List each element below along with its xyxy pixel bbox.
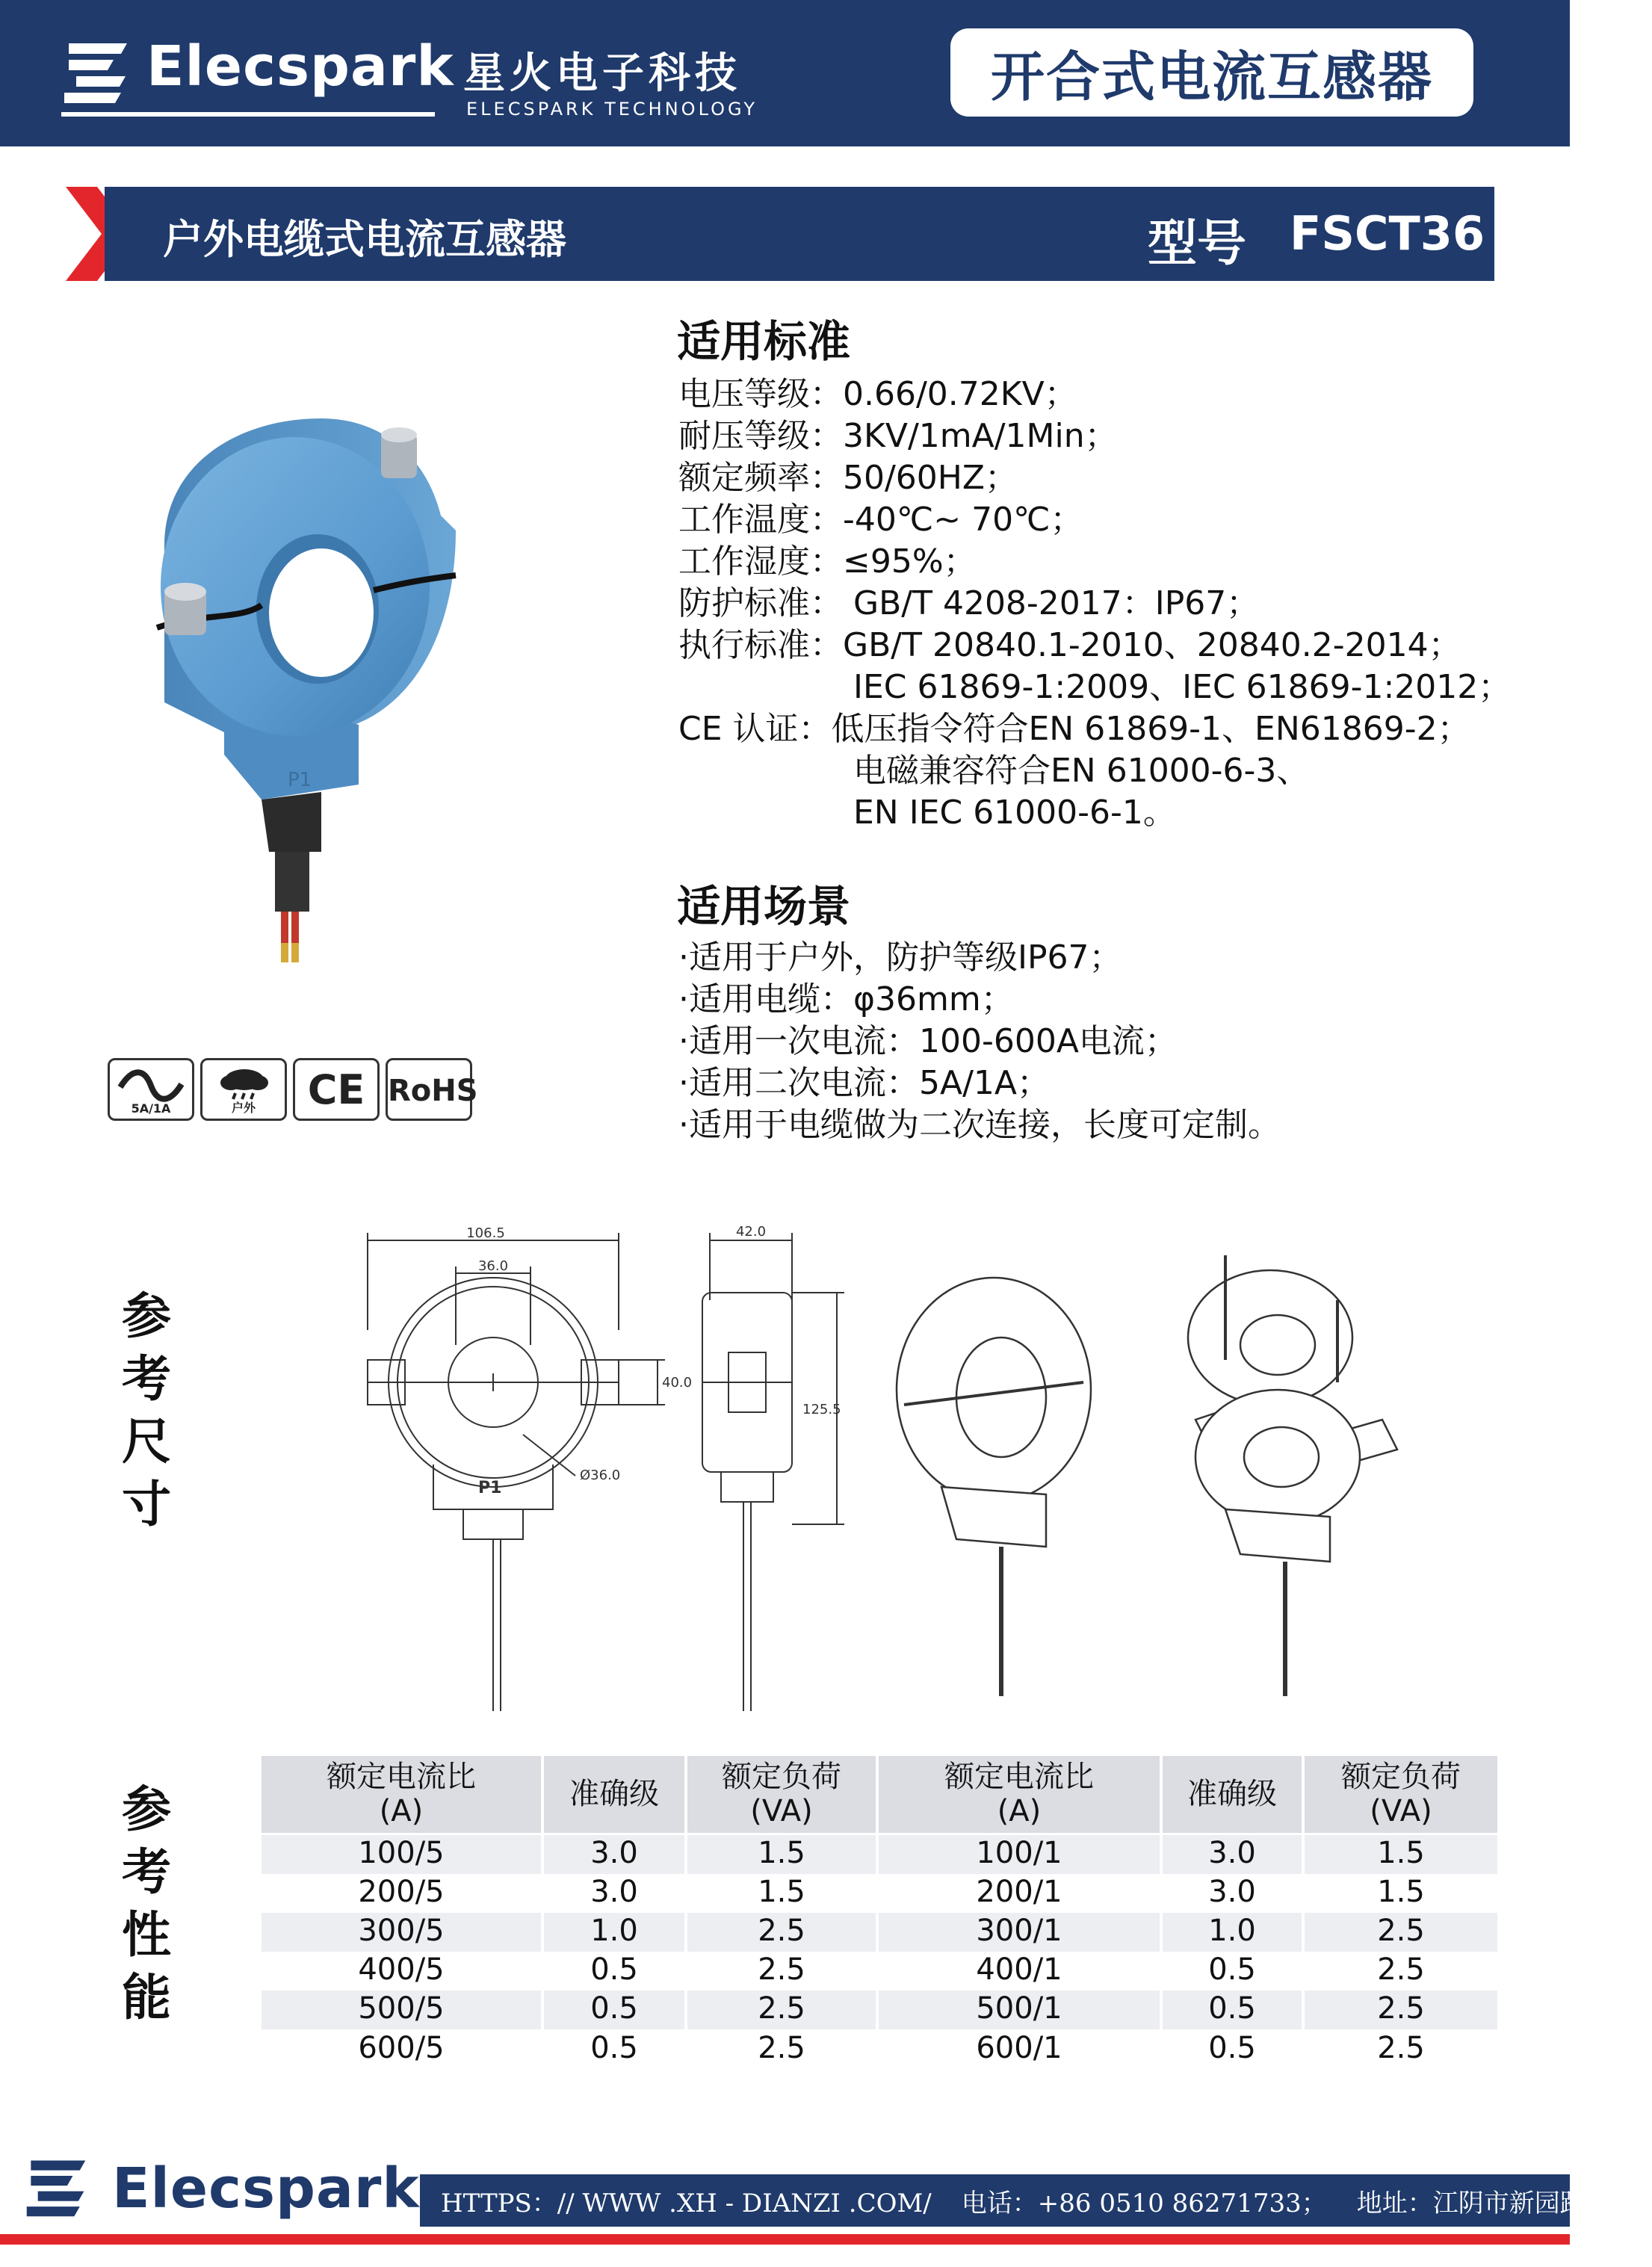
model-label: 型号 (1148, 214, 1246, 272)
table-cell: 300/1 (877, 1911, 1161, 1950)
dim-hole: Ø36.0 (580, 1467, 621, 1483)
table-cell: 500/1 (877, 1989, 1161, 2028)
table-cell: 0.5 (1161, 2028, 1303, 2067)
table-cell: 200/5 (262, 1872, 542, 1911)
table-cell: 400/5 (262, 1950, 542, 1989)
table-row (262, 2028, 1499, 2067)
sine-wave-icon (108, 1058, 194, 1121)
standards-heading: 适用标准 (677, 316, 851, 367)
table-cell: 2.5 (1303, 2028, 1499, 2067)
front-view-drawing (368, 1233, 665, 1711)
dim-total: 125.5 (802, 1402, 841, 1417)
scene-line: ·适用于户外，防护等级IP67； (678, 938, 1122, 977)
cert-label: 5A/1A (131, 1101, 171, 1116)
table-cell: 1.5 (1303, 1834, 1499, 1872)
brand-english-subtitle: ELECSPARK TECHNOLOGY (466, 99, 758, 120)
table-cell: 600/5 (262, 2028, 542, 2067)
dim-inner: 36.0 (477, 1258, 509, 1274)
column-header: 额定负荷 (VA) (1303, 1756, 1499, 1834)
table-cell: 1.0 (1161, 1911, 1303, 1950)
table-row (262, 1950, 1499, 1989)
cert-label: RoHS (388, 1074, 478, 1108)
column-header: 准确级 (542, 1756, 686, 1834)
model-number: FSCT36 (1290, 206, 1485, 261)
isometric-closed-drawing (897, 1278, 1091, 1696)
dim-height: 40.0 (662, 1375, 693, 1391)
table-cell: 100/5 (262, 1834, 542, 1872)
column-header: 额定电流比 (A) (877, 1756, 1161, 1834)
isometric-open-drawing (1188, 1255, 1397, 1696)
elecspark-logo-icon (61, 37, 130, 106)
spec-line: 电磁兼容符合EN 61000-6-3、 (853, 752, 1310, 790)
column-header: 额定负荷 (VA) (686, 1756, 877, 1834)
table-cell: 0.5 (542, 1989, 686, 2028)
table-row (262, 1834, 1499, 1872)
brand-name: Elecspark (146, 34, 454, 99)
table-cell: 400/1 (877, 1950, 1161, 1989)
page-header (0, 0, 1570, 146)
performance-side-label: 参考性能 (122, 1781, 171, 2026)
table-cell: 0.5 (1161, 1950, 1303, 1989)
scene-line: ·适用于电缆做为二次连接，长度可定制。 (678, 1106, 1281, 1144)
footer-contact-bar (420, 2174, 1652, 2227)
table-cell: 0.5 (1161, 1989, 1303, 2028)
side-view-drawing (702, 1233, 844, 1711)
table-cell: 100/1 (877, 1834, 1161, 1872)
spec-line: 防护标准： GB/T 4208-2017：IP67； (678, 584, 1260, 622)
spec-line: 执行标准：GB/T 20840.1-2010、20840.2-2014； (678, 626, 1461, 664)
table-cell: 3.0 (542, 1834, 686, 1872)
table-row (262, 1989, 1499, 2028)
spec-line: 工作湿度：≤95%； (678, 542, 977, 581)
product-category-badge: 开合式电流互感器 (950, 28, 1473, 117)
cert-label: 户外 (231, 1101, 256, 1115)
footer-red-stripe (0, 2234, 1570, 2245)
scenes-heading: 适用场景 (677, 881, 851, 932)
performance-table (262, 1756, 1500, 2067)
dimension-drawings (351, 1210, 1532, 1734)
table-cell: 1.5 (686, 1834, 877, 1872)
table-cell: 2.5 (1303, 1950, 1499, 1989)
table-cell: 600/1 (877, 2028, 1161, 2067)
brand-underline (61, 112, 435, 117)
cert-label: CE (307, 1066, 365, 1113)
dimensions-side-label: 参考尺寸 (122, 1287, 171, 1533)
certification-icons (108, 1058, 478, 1121)
table-cell: 500/5 (262, 1989, 542, 2028)
dim-depth: 42.0 (735, 1224, 767, 1240)
table-cell: 3.0 (542, 1872, 686, 1911)
elecspark-logo-icon (22, 2155, 90, 2219)
table-cell: 1.5 (1303, 1872, 1499, 1911)
table-cell: 3.0 (1161, 1872, 1303, 1911)
table-row (262, 1872, 1499, 1911)
spec-line: 工作温度：-40℃~ 70℃； (678, 501, 1083, 539)
spec-line: 耐压等级：3KV/1mA/1Min； (678, 417, 1118, 455)
rohs-mark-icon (386, 1058, 478, 1121)
p1-mark: P1 (478, 1479, 502, 1497)
ce-mark-icon (293, 1058, 380, 1121)
column-header: 准确级 (1161, 1756, 1303, 1834)
table-row (262, 1911, 1499, 1950)
table-cell: 2.5 (1303, 1911, 1499, 1950)
table-cell: 3.0 (1161, 1834, 1303, 1872)
svg-text:P1: P1 (288, 769, 312, 791)
brand-chinese-name: 星火电子科技 (463, 49, 741, 98)
table-cell: 200/1 (877, 1872, 1161, 1911)
spec-line: CE 认证：低压指令符合EN 61869-1、EN61869-2； (678, 710, 1470, 748)
table-cell: 1.5 (686, 1872, 877, 1911)
scene-line: ·适用一次电流：100-600A电流； (678, 1022, 1178, 1060)
spec-line: 额定频率：50/60HZ； (678, 459, 1018, 497)
table-cell: 300/5 (262, 1911, 542, 1950)
table-cell: 2.5 (686, 2028, 877, 2067)
spec-line: 电压等级：0.66/0.72KV； (678, 375, 1077, 413)
rain-cloud-icon (200, 1058, 287, 1121)
table-header-row (262, 1756, 1499, 1834)
table-cell: 2.5 (686, 1911, 877, 1950)
footer-address: 地址：江阴市新园路6号。 (1356, 2188, 1652, 2218)
table-cell: 2.5 (686, 1950, 877, 1989)
table-cell: 2.5 (1303, 1989, 1499, 2028)
table-cell: 1.0 (542, 1911, 686, 1950)
scene-line: ·适用二次电流：5A/1A； (678, 1064, 1050, 1102)
footer-brand-name: Elecspark (112, 2156, 420, 2221)
spec-line: IEC 61869-1:2009、IEC 61869-1:2012； (853, 668, 1512, 706)
table-cell: 0.5 (542, 2028, 686, 2067)
footer-phone: 电话：+86 0510 86271733； (961, 2188, 1327, 2218)
footer-url[interactable]: HTTPS：// WWW .XH - DIANZI .COM/ (441, 2188, 932, 2218)
product-photo (134, 403, 493, 971)
table-cell: 0.5 (542, 1950, 686, 1989)
column-header: 额定电流比 (A) (262, 1756, 542, 1834)
dim-width: 106.5 (466, 1225, 505, 1241)
scene-line: ·适用电缆：φ36mm； (678, 980, 1014, 1018)
spec-line: EN IEC 61000-6-1。 (853, 794, 1176, 832)
table-cell: 2.5 (686, 1989, 877, 2028)
product-title: 户外电缆式电流互感器 (163, 216, 566, 263)
